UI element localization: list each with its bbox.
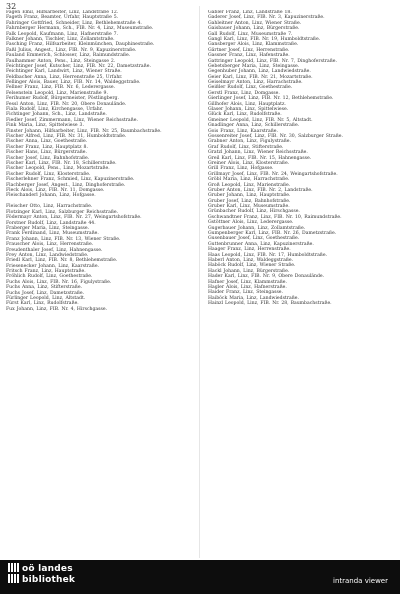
directory-entry: Gattringer Leopold, Linz, FIB. Nr. 7, Dinghoferstraße. (208, 58, 337, 64)
directory-entry: Fröhlich Rudolf, Linz, Goethestraße. (6, 274, 93, 280)
directory-entry: Hafner Josef, Linz, Klammstraße. (208, 279, 287, 285)
directory-entry: Fischer Rudolf, Linz, Klosterstraße. (6, 171, 91, 177)
directory-entry: Grillmayr Josef, Linz, FIB. Nr. 24, Weingartshofstraße. (208, 171, 338, 177)
directory-entry: Grünbacher Rudolf, Linz, Hirschgasse. (208, 209, 300, 215)
directory-entry: Haas Leopold, Linz, FIB. Nr. 17, Humboldtstraße. (208, 252, 328, 258)
directory-entry: Freudenthaler Josef, Linz, Hahnengasse. (6, 247, 103, 253)
directory-entry: Gruber Josef, Linz, Bahnhofstraße. (208, 198, 291, 204)
directory-entry: Frey Anton, Linz, Landwiedstraße. (6, 252, 89, 258)
directory-entry: Fellner Franz, Linz, FIB. Nr. 6, Lederergasse. (6, 85, 116, 91)
directory-entry: Gärtner Josef, Linz, Herrenstraße. (208, 47, 290, 53)
directory-entry: Haager Franz, Linz, Herrenstraße. (208, 247, 291, 253)
directory-entry: Fahringer Gottfried, Schneider, Linz, Bethlehemstraße 4. (6, 20, 142, 26)
directory-entry: Faulhammer Anton, Pens., Linz, Steingasse 2. (6, 58, 116, 64)
directory-entry: Geiselmayr Anton, Linz, Harrachstraße. (208, 80, 303, 86)
directory-entry: Friesenecker Johann, Linz, Kaarstraße. (6, 263, 100, 269)
directory-entry: Fleck Alois, Linz, FIB. Nr. 11, Domgasse. (6, 187, 105, 193)
directory-entry: Fischer Hans, Linz, Bürgerstraße. (6, 150, 87, 156)
directory-entry: Geißler Rudolf, Linz, Goethestraße. (208, 85, 293, 91)
directory-entry: Haberl Anton, Linz, Waldeggstraße. (208, 257, 294, 263)
directory-entry: Fischer Franz, Linz, Hauptplatz 8. (6, 144, 88, 150)
directory-entry: Gansberger Alois, Linz, Klammstraße. (208, 42, 299, 48)
page-number: 32 (6, 2, 17, 11)
directory-entry: Hainzl Leopold, Linz, FIB. Nr. 28, Baumbachstraße. (208, 301, 332, 307)
directory-entry: Gabler Franz, Linz, Landstraße 18. (208, 10, 292, 15)
directory-entry: Felsenstein Leopold, Linz, Marienstraße 9. (6, 90, 108, 96)
directory-entry: Grill Franz, Linz, Hofgasse. (208, 166, 274, 172)
directory-entry: Fagen Emil, Hilfsarbeiter, Linz, Landstraße 12. (6, 10, 119, 15)
directory-entry: Grabner Anton, Linz, Figulystraße. (208, 139, 291, 145)
directory-entry: Fuchs Anna, Linz, Stifterstraße. (6, 285, 83, 291)
logo-text-2: bibliothek (22, 575, 76, 585)
directory-entry: Hackl Johann, Linz, Bürgerstraße. (208, 268, 290, 274)
directory-entry: Fux Johann, Linz, FIB. Nr. 4, Hirschgasse. (6, 306, 108, 312)
directory-entry: Greiner Alois, Linz, Klosterstraße. (208, 160, 290, 166)
directory-entry: Gossenreiter Josef, Linz, FIB. Nr. 30, Salzburger Straße. (208, 133, 343, 139)
directory-entry: Franz Johann, Linz, FIB. Nr. 13, Wiener Straße. (6, 236, 121, 242)
left-column (6, 10, 190, 558)
directory-entry: Fuchs Josef, Linz, Dametzstraße. (6, 290, 85, 296)
directory-entry: Födermayr Anton, Linz, FIB. Nr. 27, Weingartshofstraße. (6, 215, 142, 221)
directory-entry: Frank Ferdinand, Linz, Museumstraße. (6, 231, 99, 237)
directory-entry: Groß Leopold, Linz, Marienstraße. (208, 182, 291, 188)
directory-entry: Falkner Johann, Tischler, Linz, Zollamtstraße. (6, 36, 115, 42)
directory-entry: Fischer Leopold, Pens., Linz, Mozartstraße. (6, 166, 110, 172)
directory-entry: Gusenbauer Josef, Linz, Goethestraße. (208, 236, 300, 242)
directory-entry: Gassner Franz, Linz, Hafenstraße. (208, 53, 290, 59)
directory-entry: Haböck Rudolf, Linz, Wiener Straße. (208, 263, 296, 269)
right-column (208, 10, 392, 558)
directory-entry: Gierlinger Josef, Linz, FIB. Nr. 12, Bethlehemstraße. (208, 96, 334, 102)
directory-entry: Gillhofer Alois, Linz, Hauptplatz. (208, 101, 286, 107)
directory-entry: Fürst Karl, Linz, Rudolfstraße. (6, 301, 79, 307)
directory-entry: Finster Johann, Hilfsarbeiter, Linz, FIB. Nr. 25, Baumbachstraße. (6, 128, 162, 134)
directory-entry: Gahleitner Anton, Linz, Wiener Straße. (208, 20, 302, 26)
directory-entry: Gaisbauer Johann, Linz, Bürgerstraße. (208, 26, 300, 32)
directory-entry: Glaser Johann, Linz, Spittelwiese. (208, 107, 289, 113)
directory-entry: Fleischanderl Johann, Linz, Hofgasse. (6, 193, 96, 199)
directory-entry: Fischer Alfred, Linz, FIB. Nr. 31, Humboldtstraße. (6, 133, 127, 139)
column-gutter (199, 6, 200, 558)
directory-entry: Gall Rudolf, Linz, Museumstraße 7. (208, 31, 293, 37)
directory-entry: Fasching Franz, Hilfsarbeiter, Kleinmünchen, Dauphinestraße. (6, 42, 155, 48)
library-logo[interactable] (8, 563, 75, 585)
directory-entry: Glück Karl, Linz, Rudolfstraße. (208, 112, 282, 118)
directory-entry: Fichtinger Johann, Sch., Linz, Landstraße. (6, 112, 107, 118)
directory-entry: Guttenbrunner Anna, Linz, Kapuzinerstraße. (208, 241, 314, 247)
directory-entry: Fischer Karl, Linz, FIB. Nr. 18, Schillerstraße. (6, 160, 117, 166)
directory-entry: Feichtinger Karl, Landwirt, Linz, Wiener Straße. (6, 69, 122, 75)
directory-entry: Fürlinger Leopold, Linz, Altstadt. (6, 296, 86, 302)
directory-entry: Flachberger Josef, Angest., Linz, Dinghoferstraße. (6, 182, 126, 188)
directory-entry: Gratzl Johann, Linz, Wiener Reichsstraße. (208, 150, 308, 156)
directory-entry: Fink Maria, Linz, Spittelwiese 3. (6, 123, 84, 129)
directory-entry: Frauscher Alois, Linz, Herrenstraße. (6, 242, 94, 248)
logo-mark-icon (8, 563, 20, 572)
directory-entry: Feichtinger Josef, Kutscher, Linz, FIB. Nr. 22, Dametzstraße. (6, 63, 151, 69)
logo-mark-icon (8, 574, 20, 583)
directory-entry: Gumpenberger Karl, Linz, FIB. Nr. 26, Dametzstraße. (208, 231, 337, 237)
directory-entry: Fageth Franz, Beamter, Urfahr, Hauptstraße 5. (6, 15, 119, 21)
directory-entry: Forstner Rudolf, Linz, Landstraße 44. (6, 220, 96, 226)
directory-entry: Gois Franz, Linz, Kaarstraße. (208, 128, 278, 134)
directory-entry: Fellinger Alois, Bauer, Linz, FIB. Nr. 14, Waldeggstraße. (6, 80, 141, 86)
logo-text-1: oö landes (22, 564, 73, 574)
directory-entry: Gruber Karl, Linz, Museumstraße. (208, 204, 290, 210)
logo-line-2 (8, 574, 75, 585)
logo-line-1 (8, 563, 75, 574)
directory-entry: Geier Karl, Linz, FIB. Nr. 21, Mozartstraße. (208, 74, 313, 80)
directory-entry: Falk Leopold, Kaufmann, Linz, Hafnerstraße 7. (6, 31, 119, 37)
directory-entry: Gnadlinger Anna, Linz, Schillerstraße. (208, 123, 300, 129)
directory-entry: Fischer Anna, Linz, Goethestraße. (6, 139, 88, 145)
directory-entry: Gerstl Franz, Linz, Domgasse. (208, 90, 280, 96)
directory-entry: Gruber Anton, Linz, FIB. Nr. 2, Landstraße. (208, 187, 313, 193)
directory-entry: Gaderer Josef, Linz, FIB. Nr. 3, Kapuzinerstraße. (208, 15, 325, 21)
directory-entry: Fritsch Franz, Linz, Hauptstraße. (6, 269, 86, 275)
directory-entry: Faßl Julius, Angest., Linz, FIB. Nr. 9, Kapuzinerstraße. (6, 47, 137, 53)
directory-entry: Gröbl Maria, Linz, Harrachstraße. (208, 177, 290, 183)
directory-entry: Greil Karl, Linz, FIB. Nr. 15, Hahnengasse. (208, 155, 312, 161)
directory-entry: Gugerbauer Johann, Linz, Zollamtstraße. (208, 225, 306, 231)
directory-entry: Gruber Johann, Linz, Hauptstraße. (208, 193, 291, 199)
directory-entry: Fischerlehner Franz, Schmied, Linz, Kapuzinerstraße. (6, 177, 135, 183)
directory-entry: Gegenhuber Johann, Linz, Landwiedstraße. (208, 69, 311, 75)
directory-entry: Hader Karl, Linz, FIB. Nr. 9, Obere Donaulände. (208, 274, 325, 280)
directory-entry: Gebetsberger Maria, Linz, Steingasse. (208, 63, 300, 69)
viewer-label[interactable]: intranda viewer (333, 577, 388, 585)
directory-entry: Fleischer Otto, Linz, Harrachstraße. (6, 204, 93, 210)
directory-entry: Fessl Anton, Linz, FIB. Nr. 20, Obere Donaulände. (6, 101, 127, 107)
directory-entry: Haider Franz, Linz, Steingasse. (208, 290, 283, 296)
directory-entry: Gmeiner Leopold, Linz, FIB. Nr. 5, Altstadt. (208, 117, 313, 123)
directory-entry: Fraberger Maria, Linz, Steingasse. (6, 225, 90, 231)
directory-entry: Fuchs Alois, Linz, FIB. Nr. 16, Figulystraße. (6, 279, 112, 285)
directory-entry: Ferihumer Rudolf, Bürgermeister, Pöstlingberg. (6, 96, 119, 102)
directory-entry: Feldbacher Anna, Linz, Herrenstraße 25, Urfahr. (6, 74, 123, 80)
directory-entry: Gstöttner Alois, Linz, Lederergasse. (208, 220, 294, 226)
directory-entry: Fahrnberger Hermann, Sch., FIB. Nr. 4, Linz, Museumstraße. (6, 26, 154, 32)
directory-entry: Hagler Alois, Linz, Hafnerstraße. (208, 284, 287, 290)
directory-entry: Gangl Karl, Linz, FIB. Nr. 19, Humboldtstraße. (208, 36, 321, 42)
directory-entry: Haiböck Maria, Linz, Landwiedstraße. (208, 295, 299, 301)
directory-entry: Fauland Emmerich, Schlosser, Linz, Raimundstraße. (6, 53, 131, 59)
directory-entry: Fischer Josef, Linz, Bahnhofstraße. (6, 155, 90, 161)
directory-entry: Graf Rudolf, Linz, Stifterstraße. (208, 144, 284, 150)
directory-entry: Fiala Rudolf, Linz, Kirchengasse, Urfahr. (6, 107, 103, 113)
directory-entry: Friedl Karl, Linz, FIB. Nr. 8, Bethlehemstraße. (6, 258, 118, 264)
directory-entry: Gschwandtner Franz, Linz, FIB. Nr. 10, Raimundstraße. (208, 214, 342, 220)
directory-entry: Flotzinger Karl, Linz, Salzburger Reichsstraße. (6, 209, 119, 215)
directory-entry: Fiedler Josef, Zimmermann, Linz, Wiener Reichsstraße. (6, 117, 138, 123)
